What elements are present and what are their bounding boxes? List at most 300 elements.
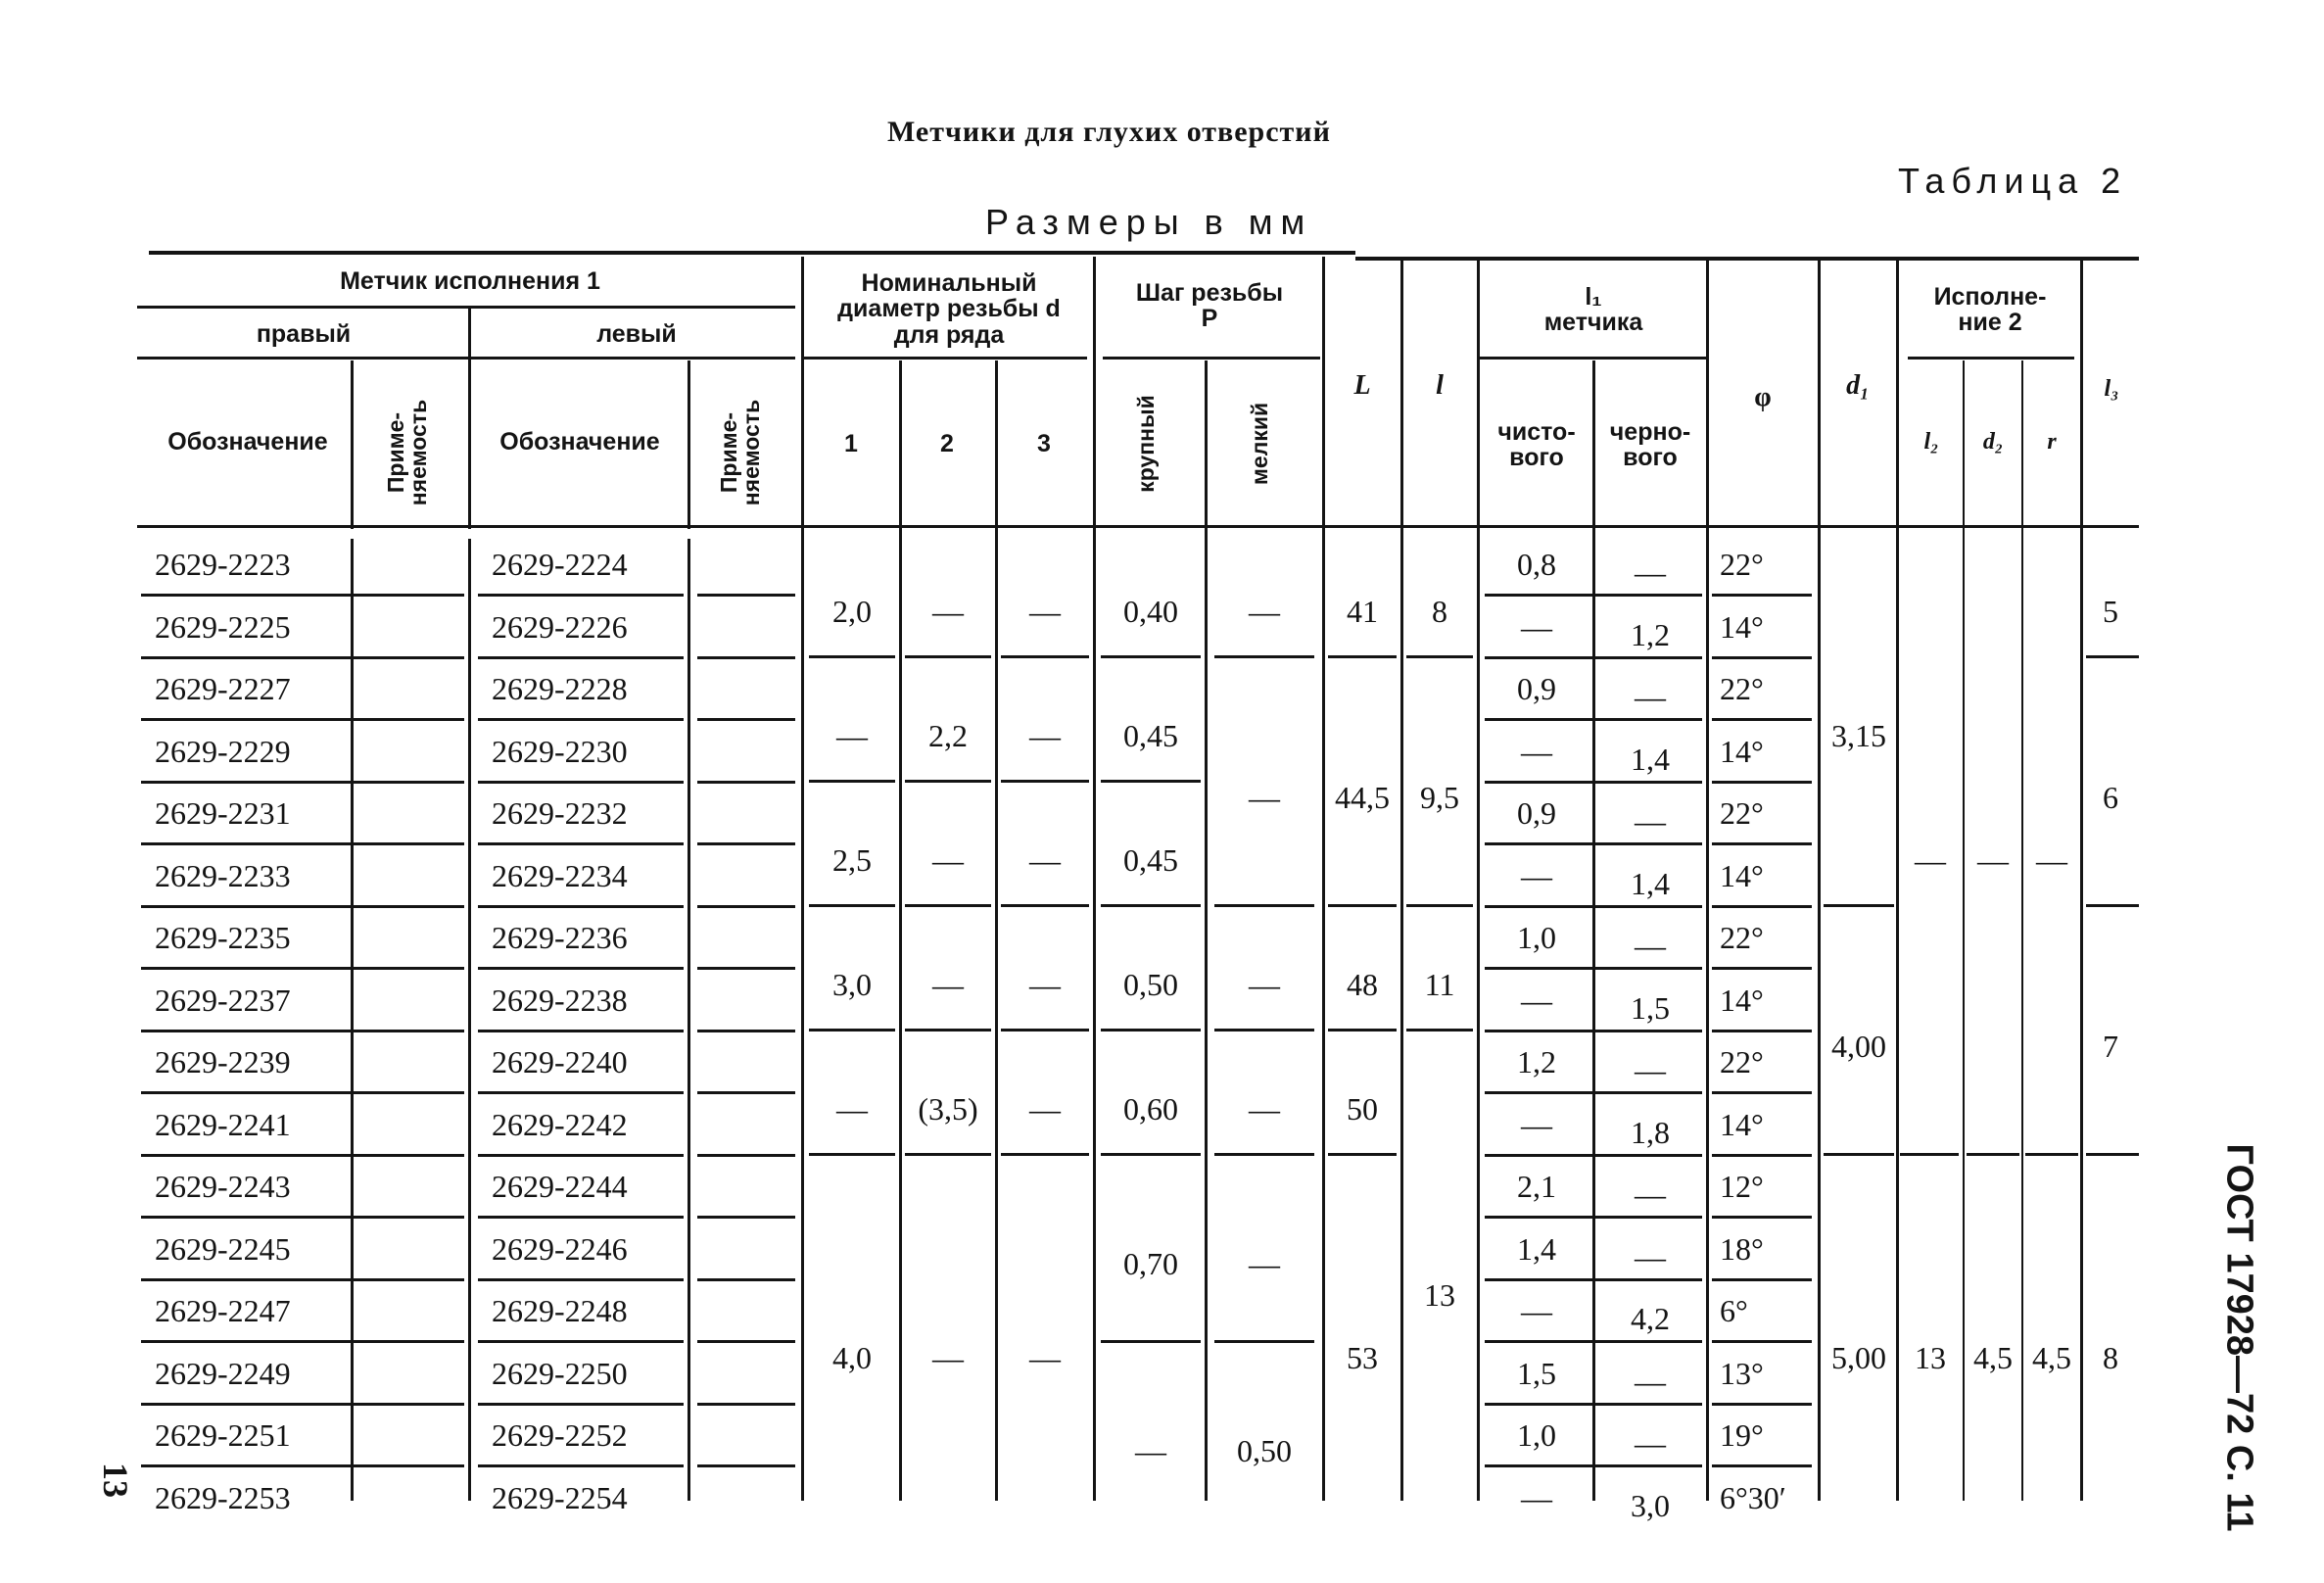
row-rule bbox=[809, 1029, 895, 1031]
header-rule bbox=[137, 357, 795, 360]
row-rule bbox=[1485, 967, 1702, 970]
l1-finishing: 0,9 bbox=[1517, 795, 1556, 831]
designation-right: 2629-2251 bbox=[155, 1417, 291, 1453]
length-l: 8 bbox=[1432, 593, 1447, 629]
row-rule bbox=[1485, 781, 1702, 784]
l1-roughing: — bbox=[1635, 1238, 1666, 1274]
row-rule bbox=[905, 1029, 991, 1031]
row-rule bbox=[1485, 718, 1702, 721]
designation-right: 2629-2233 bbox=[155, 857, 291, 893]
l1-roughing: 3,0 bbox=[1631, 1487, 1670, 1523]
ispolnenie2-d2: 4,5 bbox=[1973, 1339, 2013, 1375]
row-rule bbox=[1406, 655, 1473, 658]
designation-left: 2629-2246 bbox=[492, 1230, 628, 1267]
length-l: 11 bbox=[1424, 966, 1455, 1002]
row-rule bbox=[2086, 1153, 2139, 1156]
l1-finishing: 1,5 bbox=[1517, 1355, 1556, 1391]
l1-finishing: 1,0 bbox=[1517, 1417, 1556, 1453]
row-rule bbox=[1712, 842, 1812, 845]
row-rule bbox=[364, 656, 462, 659]
length-L: 48 bbox=[1347, 966, 1378, 1002]
page-title: Метчики для глухих отверстий bbox=[887, 116, 1331, 148]
header-ispolnenie2: Исполне- ние 2 bbox=[1933, 283, 2047, 337]
header-rule bbox=[1103, 357, 1320, 360]
row-rule bbox=[1824, 1153, 1894, 1156]
row-rule bbox=[1101, 1029, 1201, 1031]
row-rule bbox=[1101, 1340, 1201, 1343]
header-chistovogo: чисто- вого bbox=[1497, 418, 1576, 472]
table-label: Таблица 2 bbox=[1898, 161, 2128, 201]
designation-left: 2629-2230 bbox=[492, 733, 628, 769]
header-chernovogo: черно- вого bbox=[1609, 418, 1691, 472]
row-rule bbox=[697, 967, 795, 970]
diameter-row2: — bbox=[932, 593, 964, 629]
l1-roughing: — bbox=[1635, 1176, 1666, 1212]
row-rule bbox=[1406, 1029, 1473, 1031]
pitch-coarse: 0,40 bbox=[1123, 593, 1178, 629]
designation-left: 2629-2226 bbox=[492, 608, 628, 645]
length-l3: 7 bbox=[2103, 1029, 2118, 1064]
row-rule bbox=[1712, 1464, 1812, 1467]
angle-phi: 13° bbox=[1720, 1355, 1764, 1391]
l1-finishing: — bbox=[1521, 1479, 1552, 1515]
row-rule bbox=[1214, 1340, 1314, 1343]
angle-phi: 6° bbox=[1720, 1293, 1748, 1328]
diameter-row3: — bbox=[1029, 841, 1061, 878]
gost-standard-label: ГОСТ 17928—72 С. 11 bbox=[2218, 1143, 2260, 1532]
row-rule bbox=[1712, 1216, 1812, 1219]
column-divider bbox=[2080, 257, 2083, 1501]
angle-phi: 22° bbox=[1720, 920, 1764, 955]
column-divider bbox=[351, 539, 354, 1501]
row-rule bbox=[1824, 904, 1894, 907]
row-rule bbox=[2086, 904, 2139, 907]
row-rule bbox=[364, 905, 462, 908]
l1-roughing: 1,8 bbox=[1631, 1114, 1670, 1150]
row-rule bbox=[1214, 1029, 1314, 1031]
header-l2: l₂ bbox=[1923, 429, 1939, 455]
row-rule bbox=[1001, 1029, 1089, 1031]
row-rule bbox=[809, 1153, 895, 1156]
designation-right: 2629-2245 bbox=[155, 1230, 291, 1267]
column-divider bbox=[688, 539, 690, 1501]
row-rule bbox=[364, 1216, 462, 1219]
header-d2: d₂ bbox=[1982, 429, 2004, 455]
l1-roughing: 1,5 bbox=[1631, 989, 1670, 1026]
row-rule bbox=[1101, 655, 1201, 658]
row-rule bbox=[1485, 1464, 1702, 1467]
row-rule bbox=[905, 655, 991, 658]
angle-phi: 22° bbox=[1720, 547, 1764, 582]
designation-left: 2629-2238 bbox=[492, 982, 628, 1018]
row-rule bbox=[1406, 904, 1473, 907]
length-l3: 8 bbox=[2103, 1339, 2118, 1375]
length-l: 9,5 bbox=[1420, 780, 1459, 815]
diameter-row2: — bbox=[932, 1339, 964, 1375]
header-row-1: 1 bbox=[844, 430, 858, 457]
row-rule bbox=[1485, 905, 1702, 908]
header-r: r bbox=[2047, 429, 2057, 455]
angle-phi: 22° bbox=[1720, 795, 1764, 831]
row-rule bbox=[364, 1464, 462, 1467]
row-rule bbox=[1967, 1153, 2019, 1156]
column-divider bbox=[899, 360, 902, 1501]
row-rule bbox=[478, 594, 684, 597]
designation-right: 2629-2231 bbox=[155, 795, 291, 831]
l1-finishing: 1,0 bbox=[1517, 920, 1556, 955]
designation-right: 2629-2243 bbox=[155, 1169, 291, 1204]
l1-roughing: — bbox=[1635, 928, 1666, 963]
l1-roughing: 1,4 bbox=[1631, 741, 1670, 777]
length-l: 13 bbox=[1424, 1277, 1455, 1313]
page-number: 13 bbox=[96, 1463, 135, 1498]
row-rule bbox=[1328, 655, 1397, 658]
row-rule bbox=[364, 842, 462, 845]
l1-roughing: — bbox=[1635, 1425, 1666, 1461]
row-rule bbox=[697, 842, 795, 845]
row-rule bbox=[478, 842, 684, 845]
length-L: 41 bbox=[1347, 593, 1378, 629]
column-divider bbox=[1963, 360, 1965, 1501]
length-l3: 5 bbox=[2103, 593, 2118, 629]
angle-phi: 22° bbox=[1720, 671, 1764, 706]
header-rule bbox=[1908, 357, 2074, 360]
row-rule bbox=[905, 1153, 991, 1156]
l1-finishing: — bbox=[1521, 857, 1552, 893]
l1-finishing: 0,8 bbox=[1517, 547, 1556, 582]
column-divider bbox=[468, 539, 471, 1501]
designation-left: 2629-2254 bbox=[492, 1479, 628, 1515]
l1-finishing: 1,2 bbox=[1517, 1044, 1556, 1079]
header-row-2: 2 bbox=[940, 430, 954, 457]
pitch-fine: — bbox=[1249, 593, 1280, 629]
row-rule bbox=[1712, 1278, 1812, 1281]
diameter-row3: — bbox=[1029, 1339, 1061, 1375]
row-rule bbox=[478, 967, 684, 970]
row-rule bbox=[1485, 1278, 1702, 1281]
header-oboznachenie-left: Обозначение bbox=[499, 428, 660, 456]
l1-finishing: 2,1 bbox=[1517, 1169, 1556, 1204]
column-divider bbox=[1400, 257, 1403, 1501]
pitch-fine: — bbox=[1249, 966, 1280, 1002]
row-rule bbox=[697, 905, 795, 908]
row-rule bbox=[478, 1216, 684, 1219]
row-rule bbox=[1101, 780, 1201, 783]
header-metchik-ispolneniya: Метчик исполнения 1 bbox=[340, 267, 600, 295]
row-rule bbox=[1485, 656, 1702, 659]
row-rule bbox=[364, 1154, 462, 1157]
diameter-row3: — bbox=[1029, 717, 1061, 753]
designation-right: 2629-2227 bbox=[155, 671, 291, 706]
designation-right: 2629-2253 bbox=[155, 1479, 291, 1515]
row-rule bbox=[697, 1464, 795, 1467]
header-primenyaemost-right: Приме- няемость bbox=[383, 399, 431, 506]
row-rule bbox=[1101, 1153, 1201, 1156]
row-rule bbox=[697, 1030, 795, 1032]
row-rule bbox=[1712, 594, 1812, 597]
pitch-fine: 0,50 bbox=[1237, 1432, 1292, 1468]
header-rule bbox=[803, 357, 1087, 360]
header-l: l bbox=[1436, 370, 1444, 401]
row-rule bbox=[697, 781, 795, 784]
designation-left: 2629-2244 bbox=[492, 1169, 628, 1204]
row-rule bbox=[1485, 1340, 1702, 1343]
diameter-row1: 4,0 bbox=[832, 1339, 872, 1375]
row-rule bbox=[2086, 655, 2139, 658]
row-rule bbox=[1101, 904, 1201, 907]
table-top-rule bbox=[149, 251, 1355, 255]
l1-finishing: — bbox=[1521, 982, 1552, 1018]
row-rule bbox=[478, 1091, 684, 1094]
designation-left: 2629-2252 bbox=[492, 1417, 628, 1453]
l1-roughing: — bbox=[1635, 1052, 1666, 1087]
designation-right: 2629-2239 bbox=[155, 1044, 291, 1079]
header-oboznachenie-right: Обозначение bbox=[167, 428, 328, 456]
row-rule bbox=[1712, 1154, 1812, 1157]
ispolnenie2-l2: — bbox=[1915, 841, 1946, 878]
column-divider bbox=[995, 360, 998, 1501]
length-L: 50 bbox=[1347, 1090, 1378, 1127]
angle-phi: 14° bbox=[1720, 857, 1764, 893]
column-divider bbox=[2021, 360, 2023, 1501]
row-rule bbox=[1214, 904, 1314, 907]
l1-roughing: — bbox=[1635, 679, 1666, 714]
designation-right: 2629-2235 bbox=[155, 920, 291, 955]
designation-right: 2629-2237 bbox=[155, 982, 291, 1018]
designation-right: 2629-2249 bbox=[155, 1355, 291, 1391]
diameter-row2: 2,2 bbox=[928, 717, 968, 753]
column-divider bbox=[1896, 257, 1899, 1501]
row-rule bbox=[905, 780, 991, 783]
header-l1-metchika: l₁ метчика bbox=[1543, 283, 1643, 337]
row-rule bbox=[478, 1278, 684, 1281]
l1-roughing: 4,2 bbox=[1631, 1301, 1670, 1336]
pitch-fine: — bbox=[1249, 1090, 1280, 1127]
row-rule bbox=[1214, 655, 1314, 658]
header-row-3: 3 bbox=[1037, 430, 1051, 457]
row-rule bbox=[478, 781, 684, 784]
row-rule bbox=[1712, 1403, 1812, 1406]
row-rule bbox=[1485, 1403, 1702, 1406]
pitch-coarse: 0,50 bbox=[1123, 966, 1178, 1002]
length-L: 44,5 bbox=[1335, 780, 1390, 815]
angle-phi: 14° bbox=[1720, 608, 1764, 645]
pitch-fine: — bbox=[1249, 1246, 1280, 1282]
row-rule bbox=[364, 1030, 462, 1032]
row-rule bbox=[1712, 718, 1812, 721]
row-rule bbox=[364, 1403, 462, 1406]
length-l3: 6 bbox=[2103, 780, 2118, 815]
diameter-row2: (3,5) bbox=[918, 1090, 978, 1127]
designation-right: 2629-2223 bbox=[155, 547, 291, 582]
row-rule bbox=[364, 967, 462, 970]
row-rule bbox=[364, 781, 462, 784]
row-rule bbox=[697, 1278, 795, 1281]
header-bottom-rule bbox=[137, 525, 2139, 528]
diameter-row1: — bbox=[836, 717, 868, 753]
column-divider bbox=[1093, 257, 1096, 1501]
diameter-row2: — bbox=[932, 841, 964, 878]
designation-left: 2629-2248 bbox=[492, 1293, 628, 1328]
row-rule bbox=[809, 780, 895, 783]
diameter-d1: 5,00 bbox=[1831, 1339, 1886, 1375]
row-rule bbox=[1485, 1154, 1702, 1157]
row-rule bbox=[697, 718, 795, 721]
row-rule bbox=[1712, 905, 1812, 908]
header-primenyaemost-left: Приме- няемость bbox=[716, 399, 764, 506]
column-divider bbox=[688, 360, 690, 529]
header-pravyi: правый bbox=[256, 320, 352, 348]
row-rule bbox=[478, 1030, 684, 1032]
column-divider bbox=[1205, 360, 1208, 1501]
row-rule bbox=[478, 905, 684, 908]
pitch-coarse: — bbox=[1135, 1432, 1166, 1468]
header-L: L bbox=[1353, 370, 1371, 401]
row-rule bbox=[697, 1216, 795, 1219]
designation-left: 2629-2236 bbox=[492, 920, 628, 955]
angle-phi: 14° bbox=[1720, 733, 1764, 769]
table-top-rule-right bbox=[1355, 257, 2139, 261]
l1-finishing: — bbox=[1521, 1106, 1552, 1142]
pitch-coarse: 0,45 bbox=[1123, 841, 1178, 878]
ispolnenie2-r: 4,5 bbox=[2032, 1339, 2071, 1375]
ispolnenie2-d2: — bbox=[1977, 841, 2009, 878]
row-rule bbox=[1712, 656, 1812, 659]
row-rule bbox=[364, 1091, 462, 1094]
row-rule bbox=[478, 1154, 684, 1157]
diameter-row1: — bbox=[836, 1090, 868, 1127]
row-rule bbox=[697, 1154, 795, 1157]
header-rule bbox=[1479, 357, 1706, 360]
designation-left: 2629-2250 bbox=[492, 1355, 628, 1391]
diameter-row1: 3,0 bbox=[832, 966, 872, 1002]
row-rule bbox=[1712, 1091, 1812, 1094]
column-divider bbox=[1322, 257, 1325, 1501]
l1-finishing: — bbox=[1521, 608, 1552, 645]
header-rule bbox=[137, 306, 795, 309]
row-rule bbox=[2025, 1153, 2078, 1156]
header-krupnyi: крупный bbox=[1133, 395, 1159, 493]
diameter-row3: — bbox=[1029, 593, 1061, 629]
row-rule bbox=[1328, 904, 1397, 907]
row-rule bbox=[1485, 1030, 1702, 1032]
row-rule bbox=[697, 1091, 795, 1094]
l1-finishing: — bbox=[1521, 1293, 1552, 1328]
header-nominal-diameter: Номинальный диаметр резьбы d для ряда bbox=[837, 269, 1061, 349]
column-divider bbox=[1477, 257, 1480, 1501]
row-rule bbox=[809, 655, 895, 658]
row-rule bbox=[478, 1464, 684, 1467]
units-caption: Размеры в мм bbox=[985, 202, 1313, 242]
row-rule bbox=[697, 1403, 795, 1406]
row-rule bbox=[1328, 1153, 1397, 1156]
designation-left: 2629-2228 bbox=[492, 671, 628, 706]
designation-left: 2629-2224 bbox=[492, 547, 628, 582]
designation-left: 2629-2232 bbox=[492, 795, 628, 831]
row-rule bbox=[478, 1403, 684, 1406]
l1-roughing: — bbox=[1635, 1363, 1666, 1399]
l1-finishing: 0,9 bbox=[1517, 671, 1556, 706]
column-divider bbox=[468, 306, 471, 529]
l1-roughing: 1,2 bbox=[1631, 616, 1670, 652]
pitch-coarse: 0,45 bbox=[1123, 717, 1178, 753]
row-rule bbox=[1712, 1340, 1812, 1343]
column-divider bbox=[351, 360, 354, 529]
row-rule bbox=[809, 904, 895, 907]
angle-phi: 6°30′ bbox=[1720, 1479, 1786, 1515]
l1-finishing: 1,4 bbox=[1517, 1230, 1556, 1267]
row-rule bbox=[1900, 1153, 1959, 1156]
ispolnenie2-l2: 13 bbox=[1915, 1339, 1946, 1375]
diameter-row1: 2,5 bbox=[832, 841, 872, 878]
header-thread-pitch: Шаг резьбы P bbox=[1135, 279, 1284, 333]
row-rule bbox=[364, 1340, 462, 1343]
l1-roughing: 1,4 bbox=[1631, 865, 1670, 901]
diameter-row3: — bbox=[1029, 966, 1061, 1002]
designation-right: 2629-2241 bbox=[155, 1106, 291, 1142]
ispolnenie2-r: — bbox=[2036, 841, 2067, 878]
row-rule bbox=[478, 656, 684, 659]
header-levyi: левый bbox=[596, 320, 677, 348]
pitch-coarse: 0,70 bbox=[1123, 1246, 1178, 1282]
designation-left: 2629-2242 bbox=[492, 1106, 628, 1142]
header-d1: d₁ bbox=[1846, 370, 1870, 401]
column-divider bbox=[1818, 257, 1821, 1501]
diameter-row1: 2,0 bbox=[832, 593, 872, 629]
column-divider bbox=[1706, 257, 1709, 1501]
row-rule bbox=[1328, 1029, 1397, 1031]
diameter-d1: 4,00 bbox=[1831, 1029, 1886, 1064]
angle-phi: 14° bbox=[1720, 982, 1764, 1018]
designation-left: 2629-2240 bbox=[492, 1044, 628, 1079]
row-rule bbox=[1485, 1091, 1702, 1094]
row-rule bbox=[1001, 904, 1089, 907]
l1-roughing: — bbox=[1635, 803, 1666, 839]
designation-right: 2629-2229 bbox=[155, 733, 291, 769]
row-rule bbox=[697, 594, 795, 597]
angle-phi: 22° bbox=[1720, 1044, 1764, 1079]
angle-phi: 19° bbox=[1720, 1417, 1764, 1453]
designation-right: 2629-2247 bbox=[155, 1293, 291, 1328]
row-rule bbox=[1712, 1030, 1812, 1032]
row-rule bbox=[697, 1340, 795, 1343]
row-rule bbox=[1001, 780, 1089, 783]
pitch-fine: — bbox=[1249, 780, 1280, 815]
diameter-row3: — bbox=[1029, 1090, 1061, 1127]
row-rule bbox=[1001, 1153, 1089, 1156]
row-rule bbox=[1485, 842, 1702, 845]
angle-phi: 18° bbox=[1720, 1230, 1764, 1267]
header-l3: l₃ bbox=[2104, 376, 2119, 402]
designation-left: 2629-2234 bbox=[492, 857, 628, 893]
row-rule bbox=[905, 904, 991, 907]
row-rule bbox=[1214, 1153, 1314, 1156]
pitch-coarse: 0,60 bbox=[1123, 1090, 1178, 1127]
row-rule bbox=[1485, 1216, 1702, 1219]
row-rule bbox=[478, 1340, 684, 1343]
row-rule bbox=[478, 718, 684, 721]
header-melkii: мелкий bbox=[1247, 402, 1272, 486]
l1-finishing: — bbox=[1521, 733, 1552, 769]
length-L: 53 bbox=[1347, 1339, 1378, 1375]
diameter-d1: 3,15 bbox=[1831, 717, 1886, 753]
row-rule bbox=[1485, 594, 1702, 597]
row-rule bbox=[1001, 655, 1089, 658]
row-rule bbox=[1712, 781, 1812, 784]
row-rule bbox=[364, 594, 462, 597]
header-phi: φ bbox=[1754, 382, 1772, 412]
angle-phi: 12° bbox=[1720, 1169, 1764, 1204]
